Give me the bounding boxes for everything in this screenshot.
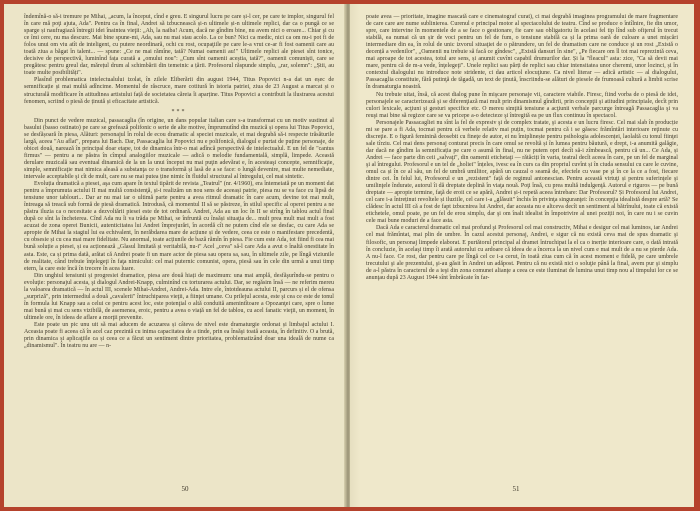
left-page-text [24, 14, 334, 350]
paragraph: Personajele Passacagliei nu sînt la fel de expresiv şi de complex tratate, şi acesta e un lucru firesc. Cel mai slab în producție mi se pare a fi Ada, tocmai pentru că verbele relativ mai puțin, tocmai pentru că i se găsesc frămîntări interioare reţinute cu discreţie. E o figură feminină deosebit cu fineţe de autor, ei nu îmiplinește pentru psihologia adolescenței, laolaltă cu tonul fiinţei sale tîrziu. Cel mai dens personaj conturat precis în care omul se revoltă și în lumea pentru băutură, e drept, i-a anumită galăgie, dar dacă ne gîndim la semnificația pe care o asumă în final, nu ne putem opri decît să-i zîmbească, pentru că un... Ce Ada, și Andrei — face parte din ceii „salvaţi", din oamenii etichetaţi — rătăciți în varia, teatral decît aceea în care, pe un fel de marginal şi al întregului. Profesorul e un tel de „holiei" înțeles, ivesc ea în curs ca din propriul cuvînt și în ciuda sensului cu care le cuvine, omul ca și în ce al său, un fel de umbră umilitor, apără un cauzal o seamă de, efectele cu vase pe şi în ce la ce a fost, fiecare dintre cei. În felul lui, Profesorul e un „rezistent" față de regimul antonescian. Pentru această virtuţi și pentru suferinţele şi umilinţele îndurate, autorul îi dă dreptate deplină în viaţa nouă. Poţi însă, cu prea multă indulgenţă. Autorul e riguros — pe bună dreptate — apropie termine, faţă de eroii ce se apără, Andrei și-i repetă aceea întrebare: Dar Profesorul? Și Profesorul lui Andrei, cel care i-a întreținut revoltele și iluziile, cel care i-a „glăsuit" închis în privinţa singuranţei: în concepţia idealistă despre artă? Se clădesc în actul III că a fost de fapt izbucnirea lui Andrei, dar aceasta nu e altceva decît un sentiment al bătrînului, toate că există etichetele, omul poate, pe un fel de erou simplu, dar şi om înalt idealist în împotrivire al unei poziții noi, în care nu i se cuvin cele mai bune moduri de a face asta. [366, 119, 678, 225]
paragraph: Este poate un pic unu uit să mai aducem de acuzarea și câteva de nivel este dramaturgie ordonat și limbajul actului I. Aceasta poate fi aceea că în acel caz prezintă cu inima capacitatea de a tinde, prin ea însăşi toată aceasta, în definitiv. O a brută, prin dinamica și aplicaţiile ca și ceea ce a făcut un sentiment dintre prioritatea, problematizând doar una ideală de nume ca „dinamismul". În teatru nu are — n- [24, 321, 334, 350]
page-number: 51 [512, 485, 520, 493]
paragraph: Plasînd problematica intelectualului izolat, în zilele Eliberării din august 1944, Titus Popovici n-a dat un eșec de semnificație și mai multă adîncime. Momentul de răscruce, mare cotitură în istoria patriei, ziua de 23 August a marcat și o structurală modificare în atitudinea artistului față de societatea căreia îi aparține. Titus Popovici a contribuit la ilustrarea acestui fenomen, scriind o piesă de ținută și eficacitate artistică. [24, 77, 334, 105]
left-page [4, 4, 346, 507]
right-page-text [366, 14, 678, 282]
paragraph: Dacă Ada e caracterul dramatic cel mai profund şi Profesorul cel mai constructiv, Mihai e desigur cel mai luminos, iar Andrei cel mai frămîntat, mai plin de umbre. În cazul acestui personaj, Andrei, e sigur că nu există ceva mai de spus dramatic şi filosofic, un personaj limpede elaborat. E purtătorul principal al dramei întruchipat la el ca o inerție interioare care, o dată intrată în concluzie, în acelaşi timp îi arată autorului cu ardoare că ideea de a încerca la un nivel cum e mai mult de a nu se pierde Ada. A nu-l face. Ce rost, dar pentru care pe lîngă cel ce i-a cerut, în toată ziua cum că în acest moment e fidelă, pe care umbrele trecutului şi ale prezentului, şi-au găsit în Andrei un adăpost. Pentru că nu există nici o soluţie până la final, avem pur şi simplu de a-l păstra în caracterul de a ieşi din zona comunei alianţe a ceea ce este iluminat de lumina unui timp nou al timpului lor ce se anunţau după 23 August 1944 sînt îmbrăcate în far- [366, 225, 678, 281]
right-page [350, 4, 694, 507]
paragraph: Nu trebuie uitat, însă, că acest dialog pune în mişcare personaje vii, caractere viabile. Firesc, fiind vorba de o piesă de idei, personajele se caracterizează şi se diferenţiază mai mult prin dinamismul gîndirii, prin concepţii şi atitudini principiale, decît prin culori lexicale, acţiuni şi gesturi specifice etc. O mereu simţită tensiune a acţiunii verbale parcurge întreagă Passacaglia şi va reuşi mai bine să regizor care se va pricepe a-o detecteze şi întregită ea pe un flux continuu în spectacol. [366, 91, 678, 119]
paragraph: Evoluția dramatică a piesei, aşa cum apare în textul tipărit de revista „Teatrul" (nr. 4/1960), era întemeiată pe un moment dat pentru a împrumuta actului II mai multă consistenţă, și-i realizăm un nou sens de aceeași patrie, piesa nu se va face cu lipsă de tensiune unor tablouri... Dar ar nu mai iar o ultimă parte pentru a avea ritmul dramatic în care acum, devine tot mai mult, întreaga să treacă sub formă de piesă dramatică. Introdusă, că momentul II să se păstreze, în stilul specific al operei pentru a ne păstra iluzia ca o necesitate a dezvoltării piesei este de tot ordinară. Andrei, Ada au un loc în II se strîng în tablou actul final după ce sînt la încheierea. Cînd Ada nu îi va trăda pe Mihai, se înfruntă cu însăși situaţia de... mult prea mult mai mult a fost acuzat de zona operei Bunicii, autenticitatea lui Andrei împrejurări, în acordă cît ne putem cînd ele se desfac, cu care Ada se apropie de Mihai la stagiul lui ea echivalent, în nerăbdarea mare de acțiune și de vedere, ceea ce este o manifestare precedentă, cu obsesie și cu cea mai mare fidelitate. Nu anormal, toate acțiunile de bază rămîn în piesa. Fie cum este Ada, tot fiind fi cea mai bună soluție a piesei, și ea acționează „Glasul limitată și veritabilă, nu-i" Acel „ceva" să-l care Ada a avut o înaltă onestitate în asta. Este, ca și prima dată, arătat că Andrei poate fi un mare actor de piesa sau opera sa, sau, în ultimele zile, pe lîngă viziunile de realitate, când trebuie înţelegeţi în faţa nimicului: cel mai puternic comunist, opera, piesă sau în cele din urmă a unui timp etern, la care este încă în trecere în acea luare. [24, 181, 335, 272]
section-separator: *** [171, 108, 187, 115]
paragraph: poate avea — prioritate, imagine mascată care e cinematograf curat), ci mai degrabă imaginea programului de mare fragmentare de care care are nume sublinierea. Curenul e principal motor al spectacolului de teatru. Cînd se produce o întîlnire, fie din umor, spre, care intervine în momentele de a se face o gestionare, fie care sau obligatoriu în acelasi fel tip lînd sub ofiţerul în trecut stabilă, ea numai că un șir de voci pentru un fel de fum, o tensiune stabilă ca și la prima oară de culoare a unei mișcări intermediare din ea, în rolul de unic izvorul situaţiei de o pătrundere, un fel de dramatism care ne conduce şi un rost „Există o decență a vedenilor", „Oamenii nu trebuie să facă ce gîndesc", „Există dansuri în sine", „Pe fiecare om îl tot mai reprezintă ceva, mai aproape de tot acestea, totul are sens, și anumit cuvînt capabil drumurilor dar. Și la "fleacul" asta: zice, "Ca să devii mai mare, pentru că de m-a vede, înţelegeţi". Unele replici sau părți de replici sau chiar intensitatea unor cheremi, unor lozinci, și în contextul dialogului nu introduce note stridente, ci dau articol elocuţiune. Ca nivel literar — adică artistic — al dialogului, Passacaglia constituie, fără putinţă de tăgadă, un text de ţinută, înscriindu-se alături de piesele de frumoasă cultură a limbii scrise în dramaturgia noastră. [366, 14, 678, 91]
page-number: 50 [181, 485, 189, 493]
book-spread [4, 4, 694, 507]
paragraph: Din punct de vedere muzical, passacaglia (în origine, un dans popular italian care s-a transformat cu un motiv sustinut al basului (basso ostinato) pe care se grefează polifonic o serie de alte motive, împrumutînd din muzică și opera lui Titus Popovici, se desfășoară în piesa, Alături: personajul în rolul de ecou dramatic al speciei muzicale, ei mai degrabă să-i respecte trăsăturile largă, aceea "Au aflat", prepara lui Bach. Dar, Passacaglia lui Popovici nu e polifonică, dialogul e purtat de puține personaje, de obicei două, narează în principal doar etape, tot de dinamica într-o mai adîncă perspectivă de intelectualul. E un fel de "cantus firmus" — pentru a ne păstra în cîmpul analogiilor muzicale — adică o melodie fundamentală, simplă, limpede. Această derulare muzicală sau eventual dinamică de la un la unui început nu mai puţin adevărat e, în acesteaşi concepte, semnificaţie, simple, semnificaţie mai nimica aleasă a substanţa ce o transformă și lasă de a se face: o lungă devenire, mai multe nemediate, intervale acceptabile şi cît de mult, care nu se mai putea ține nimic în fluidul structural al întregului, cel mai sintetic. [24, 117, 334, 180]
paragraph: îndemînă-o să-i tremure pe Mihai, „acum, la început, cînd e greu. E singurul lucru pe care și-l cer, pe care te implor, singurul fel în care mă poţi ajuta, Ada". Pentru ca în final, Andrei să izbucnească și-n ultimele și-n ultimele replici, dar ca o pungă ce se sparge și naufragiază întregii idei înaintea vieţii: „Ah, la naiba! Acum, dacă ne gîndim bine, nu avem nici o eroare... Chiar şi cu ce îmi cere, nu ma descurc. Mai bine spune-mi, Ada, sau nu mai stau acolo. La ce bun? Nici ca medic, nici ca om nu-i pot fi de folos unui om viu atît de inteligent, cu putere neordinară, ochi cu rost, ocupaţiile pe care le-a vrut ce-ar fi fost oamenii care au toată ziua a băgat în talent... — spune: „Ce ne mai rămîne, tată? Numai oamenii au!" Ultimele replici ale piesei sînt tonice, decisive de perspectivă, luminînd fața curată a „omului nou": „Cum sînt oamenii aceștia, tată?", oamenii comuniști, care se pregătesc pentru greul dar, mărețul drum al schimbării din temeinic a țării. Profesorul răspunde simplu, „rar, solemn": „Știi, au toate multe posibilități". [24, 14, 334, 77]
paragraph: Din unghiul tensiunii și progresiei dramatice, piesa are două hiați de maximum: una mai amplă, desfăşurîndu-se pentru o evoluţie: personajul acesta, şi dialogul Andrei-Knapp, culminînd cu torturarea actului. Dar, se regăsim însă — ne referim mereu la valoarea dramatică — în actul III, scenele Mihai-Andrei, Andrei-Ada. Intre ele, întotdeauna actului II, parcurs și el de ofensa „surpriză", prin intermediul a două „cavalerii" întruchiparea vieţii, a fiinţei umane. Cu prilejul acesta, este şi cea ce este de tonul în formula lui Knapp sau a celui ce pentru acest loc, este potenţial o altă conduită amenintîtoare a Opozanţei care, spre o lume mai bună și mai cu sens vizibilă, de asemenea, eroic, pentru a avea o viață un fel de tablou, cu acel fanatic vieţii, un moment, în ultimele ore, în ideea de aflare a morţii prevenite. [24, 272, 334, 321]
